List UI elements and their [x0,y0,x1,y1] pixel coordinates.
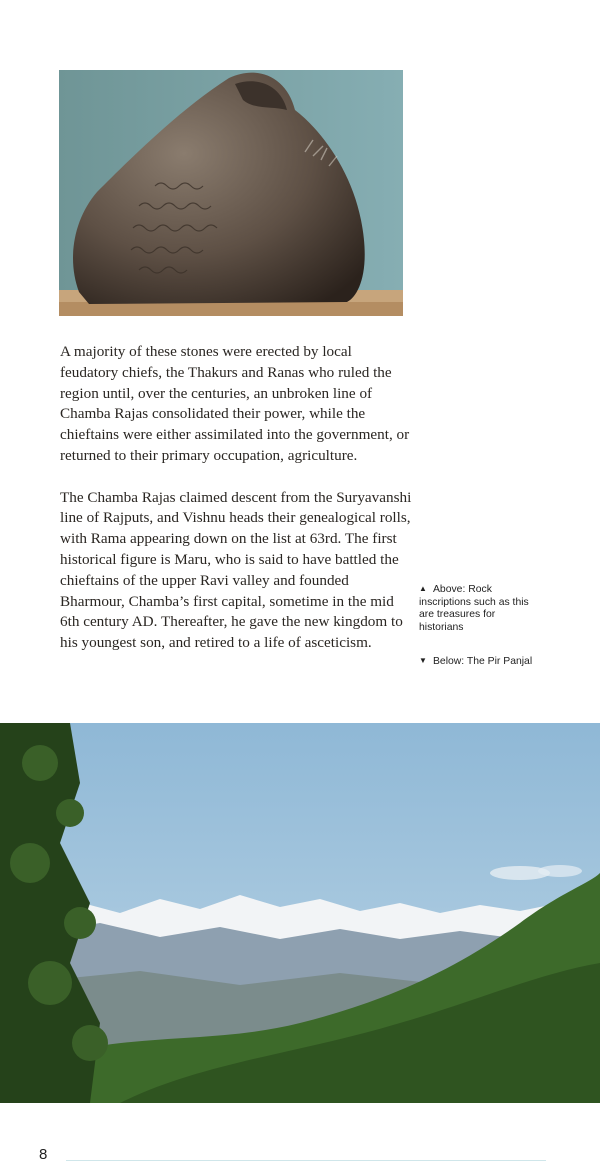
paragraph-1: A majority of these stones were erected by local feudatory chiefs, the Thakurs and Ranas who ruled the region until, over the centuries, an unbroken line of Chamba Rajas consolidated their power, while the chieftains were either assimilated into the government, or returned to their primary occupation, agriculture. [60,343,410,464]
rock-inscription-image [59,70,403,316]
body-text [60,342,412,675]
caption-below [419,656,539,669]
caption-above-text: Above: Rock inscriptions such as this are treasures for historians [419,584,529,633]
footer-rule [66,1160,546,1161]
pir-panjal-photo [0,723,600,1103]
down-arrow-icon: ▼ [419,656,427,666]
caption-below-text: Below: The Pir Panjal [433,656,533,668]
up-arrow-icon: ▲ [419,584,427,593]
caption-above [419,584,539,634]
rock-inscription-photo [59,70,403,316]
page-footer [0,1140,600,1164]
pir-panjal-image [0,723,600,1103]
paragraph-2: The Chamba Rajas claimed descent from the Suryavanshi line of Rajputs, and Vishnu heads their genealogical rolls, with Rama appearing down on the list at 63rd. The first historical figure is Maru, who is said to have battled the chieftains of the upper Ravi valley and founded Bharmour, Chamba’s first capital, sometime in the mid 6th century AD. Thereafter, he gave the new kingdom to his youngest son, and retired to a life of asceticism. [60,488,412,652]
captions [419,584,539,691]
page-number: 8 [39,1146,48,1163]
